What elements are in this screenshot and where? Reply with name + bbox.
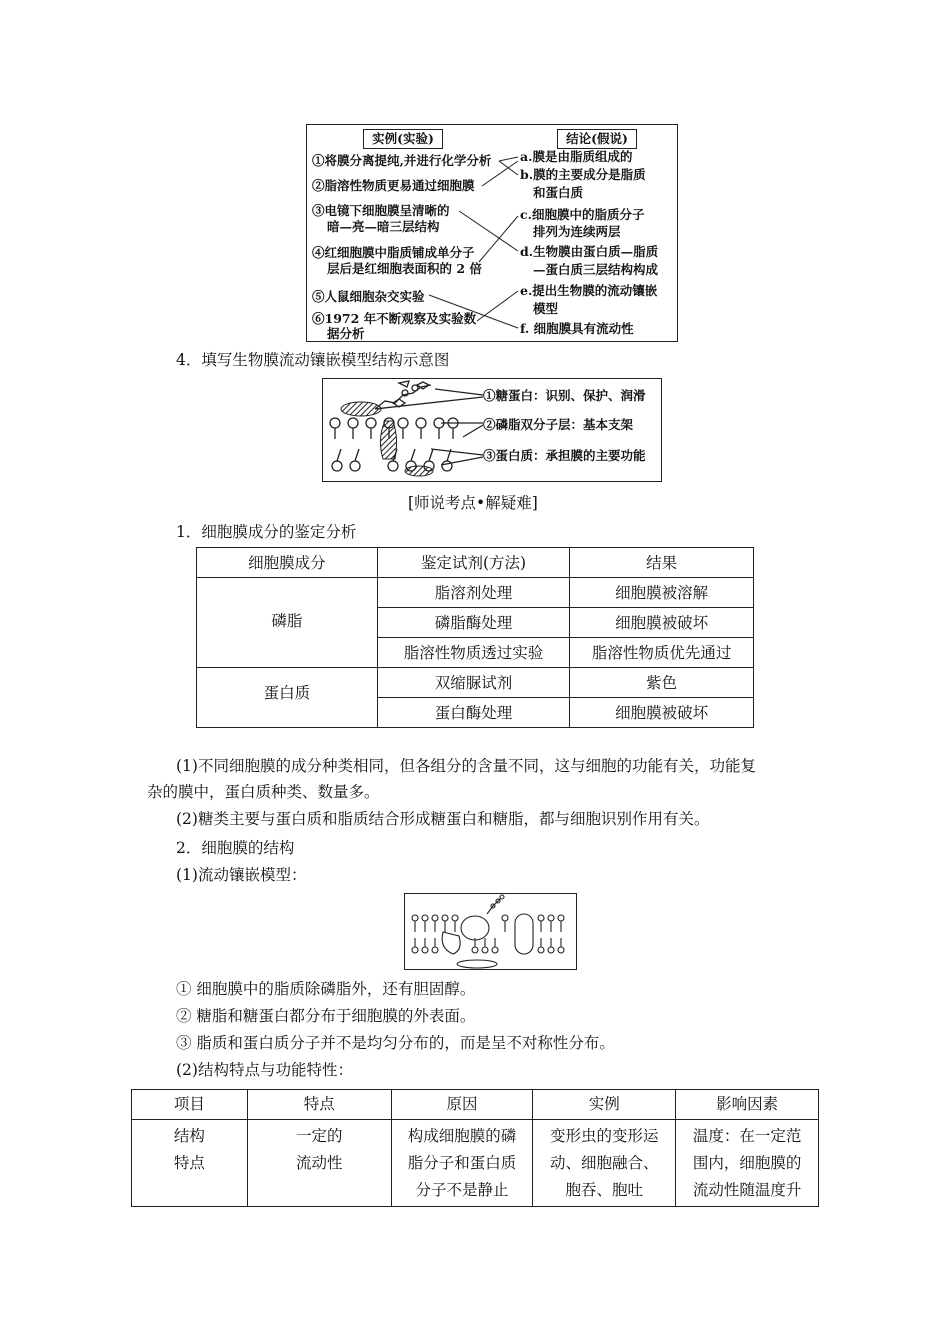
table-header-row bbox=[132, 1090, 819, 1120]
experiment-conclusion-figure bbox=[306, 124, 678, 342]
experiment-1: ①将膜分离提纯,并进行化学分析 bbox=[312, 153, 492, 168]
experiment-3b: 暗—亮—暗三层结构 bbox=[327, 219, 440, 234]
conclusion-c1: c.细胞膜中的脂质分子 bbox=[520, 207, 645, 222]
experiment-6a: ⑥1972 年不断观察及实验数 bbox=[312, 311, 477, 326]
cell-line: 流动性随温度升 bbox=[692, 1181, 802, 1199]
subheading-1: (1)流动镶嵌模型： bbox=[176, 866, 307, 884]
table-header: 结果 bbox=[570, 548, 754, 578]
label-glycoprotein: ①糖蛋白：识别、保护、润滑 bbox=[483, 388, 646, 403]
experiments-header: 实例(实验) bbox=[363, 129, 443, 149]
table-cell: 脂溶性物质透过实验 bbox=[377, 638, 570, 668]
table-row bbox=[197, 668, 754, 698]
table-cell: 细胞膜被破坏 bbox=[570, 698, 754, 728]
table-header: 原因 bbox=[391, 1090, 533, 1120]
table-cell: 蛋白酶处理 bbox=[377, 698, 570, 728]
table-header-row bbox=[197, 548, 754, 578]
point-3: ③ 脂质和蛋白质分子并不是均匀分布的，而是呈不对称性分布。 bbox=[176, 1034, 615, 1052]
paragraph-2: (2)糖类主要与蛋白质和脂质结合形成糖蛋白和糖脂，都与细胞识别作用有关。 bbox=[176, 810, 710, 828]
fluid-mosaic-diagram bbox=[405, 894, 578, 971]
cell-line: 分子不是静止 bbox=[415, 1181, 509, 1199]
heading-section-2: 2．细胞膜的结构 bbox=[176, 839, 295, 857]
experiment-4a: ④红细胞膜中脂质铺成单分子 bbox=[312, 245, 475, 260]
cell-line: 构成细胞膜的磷 bbox=[407, 1127, 517, 1145]
paragraph-1-line-1: (1)不同细胞膜的成分种类相同，但各组分的含量不同，这与细胞的功能有关，功能复 bbox=[176, 757, 756, 775]
table-cell: 细胞膜被溶解 bbox=[570, 578, 754, 608]
experiment-3a: ③电镜下细胞膜呈清晰的 bbox=[312, 203, 450, 218]
heading-4: 4．填写生物膜流动镶嵌模型结构示意图 bbox=[176, 351, 450, 369]
subheading-2: (2)结构特点与功能特性： bbox=[176, 1061, 353, 1079]
conclusion-b2: 和蛋白质 bbox=[533, 185, 584, 200]
conclusions-header: 结论(假说) bbox=[557, 129, 637, 149]
paragraph-1-line-2: 杂的膜中，蛋白质种类、数量多。 bbox=[147, 783, 380, 801]
table-row bbox=[197, 578, 754, 608]
cell-line: 一定的 bbox=[295, 1127, 343, 1145]
table-cell bbox=[533, 1120, 676, 1207]
table-cell: 脂溶性物质优先通过 bbox=[570, 638, 754, 668]
table-cell: 细胞膜被破坏 bbox=[570, 608, 754, 638]
table-header: 特点 bbox=[247, 1090, 391, 1120]
point-2: ② 糖脂和糖蛋白都分布于细胞膜的外表面。 bbox=[176, 1007, 476, 1025]
label-protein: ③蛋白质：承担膜的主要功能 bbox=[483, 448, 646, 463]
table-row bbox=[132, 1120, 819, 1207]
cell-line: 胞吞、胞吐 bbox=[565, 1181, 644, 1199]
cell-line: 变形虫的变形运 bbox=[550, 1127, 659, 1145]
table-cell bbox=[676, 1120, 819, 1207]
conclusion-a: a.膜是由脂质组成的 bbox=[520, 149, 633, 164]
table-header: 影响因素 bbox=[676, 1090, 819, 1120]
experiment-5: ⑤人鼠细胞杂交实验 bbox=[312, 289, 425, 304]
conclusion-f: f. 细胞膜具有流动性 bbox=[520, 321, 634, 336]
label-phospholipid-bilayer: ②磷脂双分子层：基本支架 bbox=[483, 417, 634, 432]
conclusion-e1: e.提出生物膜的流动镶嵌 bbox=[520, 283, 658, 298]
cell-line: 特点 bbox=[173, 1154, 205, 1172]
conclusion-e2: 模型 bbox=[533, 301, 559, 316]
table-cell bbox=[247, 1120, 391, 1207]
group-name: 蛋白质 bbox=[197, 668, 378, 728]
point-1: ① 细胞膜中的脂质除磷脂外，还有胆固醇。 bbox=[176, 980, 476, 998]
experiment-2: ②脂溶性物质更易通过细胞膜 bbox=[312, 178, 475, 193]
table-cell bbox=[391, 1120, 533, 1207]
table-cell: 脂溶剂处理 bbox=[377, 578, 570, 608]
table-cell: 磷脂酶处理 bbox=[377, 608, 570, 638]
table-cell: 双缩脲试剂 bbox=[377, 668, 570, 698]
table-cell bbox=[132, 1120, 248, 1207]
cell-line: 结构 bbox=[173, 1127, 205, 1145]
membrane-component-table bbox=[196, 547, 754, 728]
cell-line: 温度：在一定范 bbox=[692, 1127, 802, 1145]
cell-line: 围内，细胞膜的 bbox=[692, 1154, 802, 1172]
cell-line: 流动性 bbox=[295, 1154, 343, 1172]
conclusion-c2: 排列为连续两层 bbox=[533, 224, 621, 239]
table-header: 实例 bbox=[533, 1090, 676, 1120]
experiment-6b: 据分析 bbox=[327, 326, 365, 341]
section-banner: [师说考点•解疑难] bbox=[408, 494, 538, 512]
conclusion-b1: b.膜的主要成分是脂质 bbox=[520, 167, 646, 182]
conclusion-d1: d.生物膜由蛋白质—脂质 bbox=[520, 244, 659, 259]
fluid-mosaic-figure bbox=[404, 893, 577, 970]
heading-section-1: 1．细胞膜成分的鉴定分析 bbox=[176, 523, 357, 541]
membrane-model-figure bbox=[322, 378, 662, 482]
cell-line: 脂分子和蛋白质 bbox=[407, 1154, 517, 1172]
connector-lines bbox=[307, 125, 679, 343]
table-header: 鉴定试剂(方法) bbox=[377, 548, 570, 578]
table-header: 细胞膜成分 bbox=[197, 548, 378, 578]
experiment-4b: 层后是红细胞表面积的 2 倍 bbox=[327, 261, 482, 276]
table-header: 项目 bbox=[132, 1090, 248, 1120]
cell-line: 动、细胞融合、 bbox=[550, 1154, 659, 1172]
group-name: 磷脂 bbox=[197, 578, 378, 668]
conclusion-d2: —蛋白质三层结构构成 bbox=[533, 262, 659, 277]
structure-feature-table bbox=[131, 1089, 819, 1207]
table-cell: 紫色 bbox=[570, 668, 754, 698]
